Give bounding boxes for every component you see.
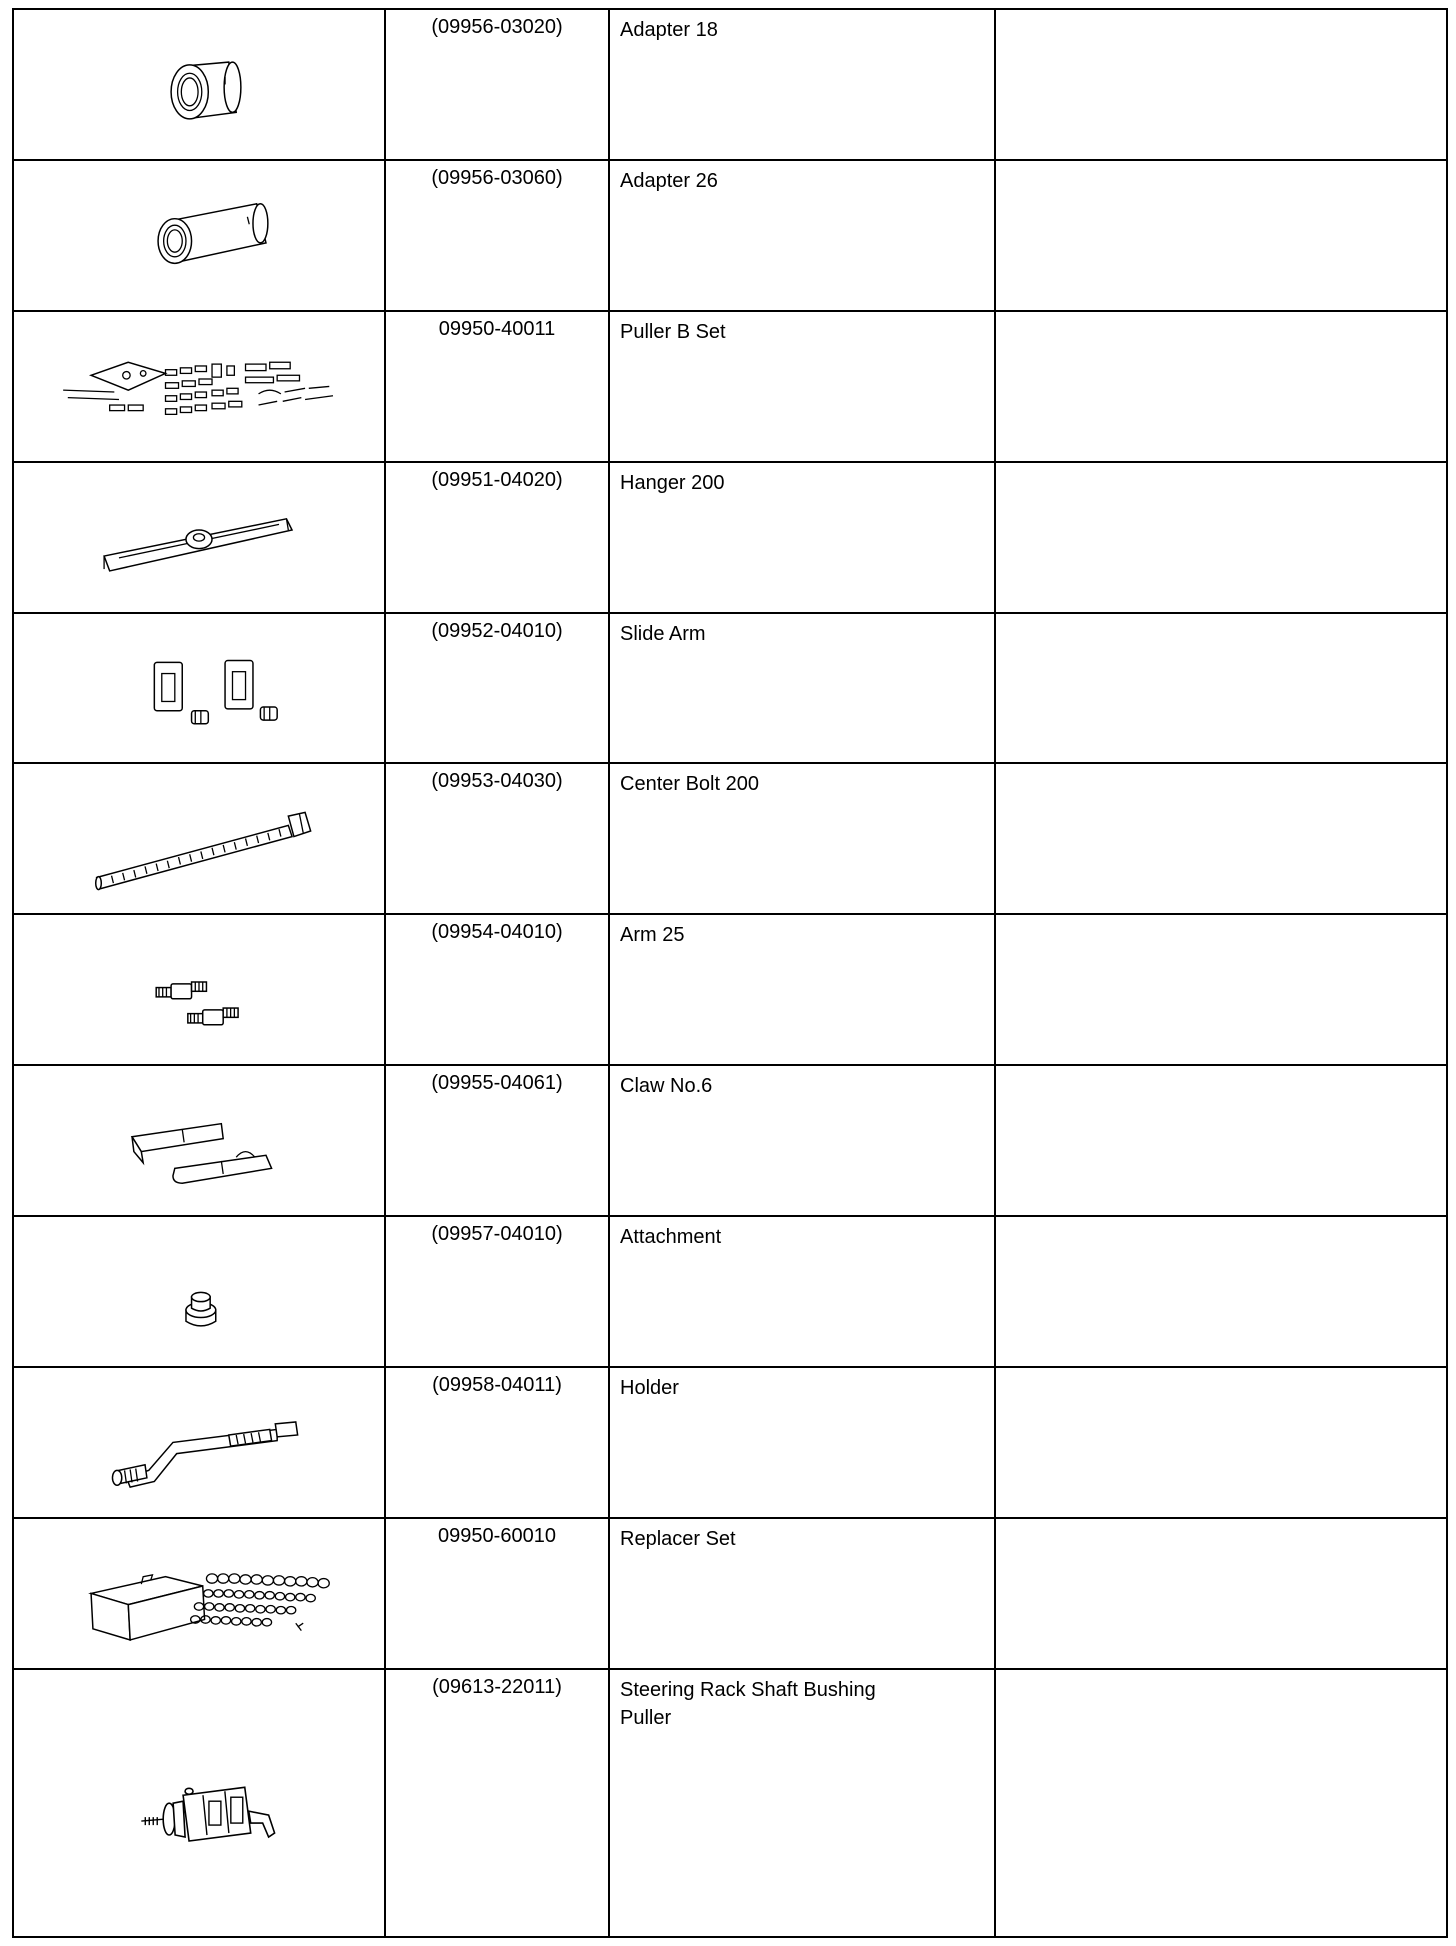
tool-image-cell	[13, 763, 385, 914]
part-name-cell	[609, 1216, 995, 1367]
table-row	[13, 1669, 1447, 1937]
part-number: 09950-60010	[385, 1518, 609, 1669]
part-name: Center Bolt 200	[620, 773, 759, 796]
table-row	[13, 1065, 1447, 1216]
replacer-set-icon	[14, 1519, 384, 1668]
part-number: (09613-22011)	[385, 1669, 609, 1937]
tool-image-cell	[13, 311, 385, 462]
part-name: Claw No.6	[620, 1075, 713, 1098]
tool-image-cell	[13, 1367, 385, 1518]
tool-image-cell	[13, 160, 385, 311]
part-name: Arm 25	[620, 924, 685, 947]
tool-image-cell	[13, 462, 385, 613]
holder-icon	[14, 1368, 384, 1517]
part-number: (09956-03060)	[385, 160, 609, 311]
part-name-cell	[609, 462, 995, 613]
table-row	[13, 1367, 1447, 1518]
part-name-cell	[609, 613, 995, 764]
notes-cell	[995, 914, 1447, 1065]
notes-cell	[995, 1669, 1447, 1937]
tool-image-cell	[13, 613, 385, 764]
part-name: Steering Rack Shaft Bushing Puller	[620, 1678, 876, 1729]
arm-25-icon	[14, 915, 384, 1064]
part-number: (09953-04030)	[385, 763, 609, 914]
table-row	[13, 462, 1447, 613]
notes-cell	[995, 1518, 1447, 1669]
adapter-26-icon	[14, 161, 384, 310]
part-number: (09957-04010)	[385, 1216, 609, 1367]
table-row	[13, 613, 1447, 764]
part-name-cell	[609, 1518, 995, 1669]
notes-cell	[995, 1367, 1447, 1518]
part-name-cell	[609, 311, 995, 462]
table-row	[13, 1216, 1447, 1367]
tool-image-cell	[13, 1216, 385, 1367]
part-name: Adapter 18	[620, 19, 718, 41]
notes-cell	[995, 311, 1447, 462]
notes-cell	[995, 9, 1447, 160]
tool-image-cell	[13, 1669, 385, 1937]
part-name: Adapter 26	[620, 169, 718, 192]
part-number: 09950-40011	[385, 311, 609, 462]
table-row	[13, 763, 1447, 914]
notes-cell	[995, 1065, 1447, 1216]
adapter-18-icon	[14, 10, 384, 159]
part-name-cell	[609, 1367, 995, 1518]
tool-image-cell	[13, 9, 385, 160]
part-number: (09958-04011)	[385, 1367, 609, 1518]
hanger-200-icon	[14, 463, 384, 612]
part-number: (09956-03020)	[385, 9, 609, 160]
slide-arm-icon	[14, 614, 384, 763]
table-row	[13, 311, 1447, 462]
part-name-cell	[609, 9, 995, 160]
table-row	[13, 9, 1447, 160]
part-number: (09955-04061)	[385, 1065, 609, 1216]
part-name-cell	[609, 914, 995, 1065]
part-name: Holder	[620, 1376, 679, 1399]
part-name: Attachment	[620, 1226, 722, 1248]
notes-cell	[995, 462, 1447, 613]
table-row	[13, 160, 1447, 311]
part-name: Hanger 200	[620, 471, 725, 494]
attachment-icon	[14, 1217, 384, 1366]
claw-no6-icon	[14, 1066, 384, 1215]
tools-table	[12, 8, 1448, 1938]
notes-cell	[995, 613, 1447, 764]
notes-cell	[995, 160, 1447, 311]
part-name-cell	[609, 160, 995, 311]
tool-image-cell	[13, 1518, 385, 1669]
part-number: (09952-04010)	[385, 613, 609, 764]
part-number: (09954-04010)	[385, 914, 609, 1065]
notes-cell	[995, 763, 1447, 914]
puller-b-set-icon	[14, 312, 384, 461]
steering-rack-shaft-bushing-puller-icon	[14, 1670, 384, 1936]
table-row	[13, 1518, 1447, 1669]
table-row	[13, 914, 1447, 1065]
part-name-cell	[609, 1669, 995, 1937]
notes-cell	[995, 1216, 1447, 1367]
tool-image-cell	[13, 1065, 385, 1216]
part-name-cell	[609, 1065, 995, 1216]
part-number: (09951-04020)	[385, 462, 609, 613]
tool-image-cell	[13, 914, 385, 1065]
center-bolt-200-icon	[14, 764, 384, 913]
part-name-cell	[609, 763, 995, 914]
part-name: Slide Arm	[620, 622, 706, 645]
part-name: Replacer Set	[620, 1527, 736, 1550]
part-name: Puller B Set	[620, 320, 726, 343]
